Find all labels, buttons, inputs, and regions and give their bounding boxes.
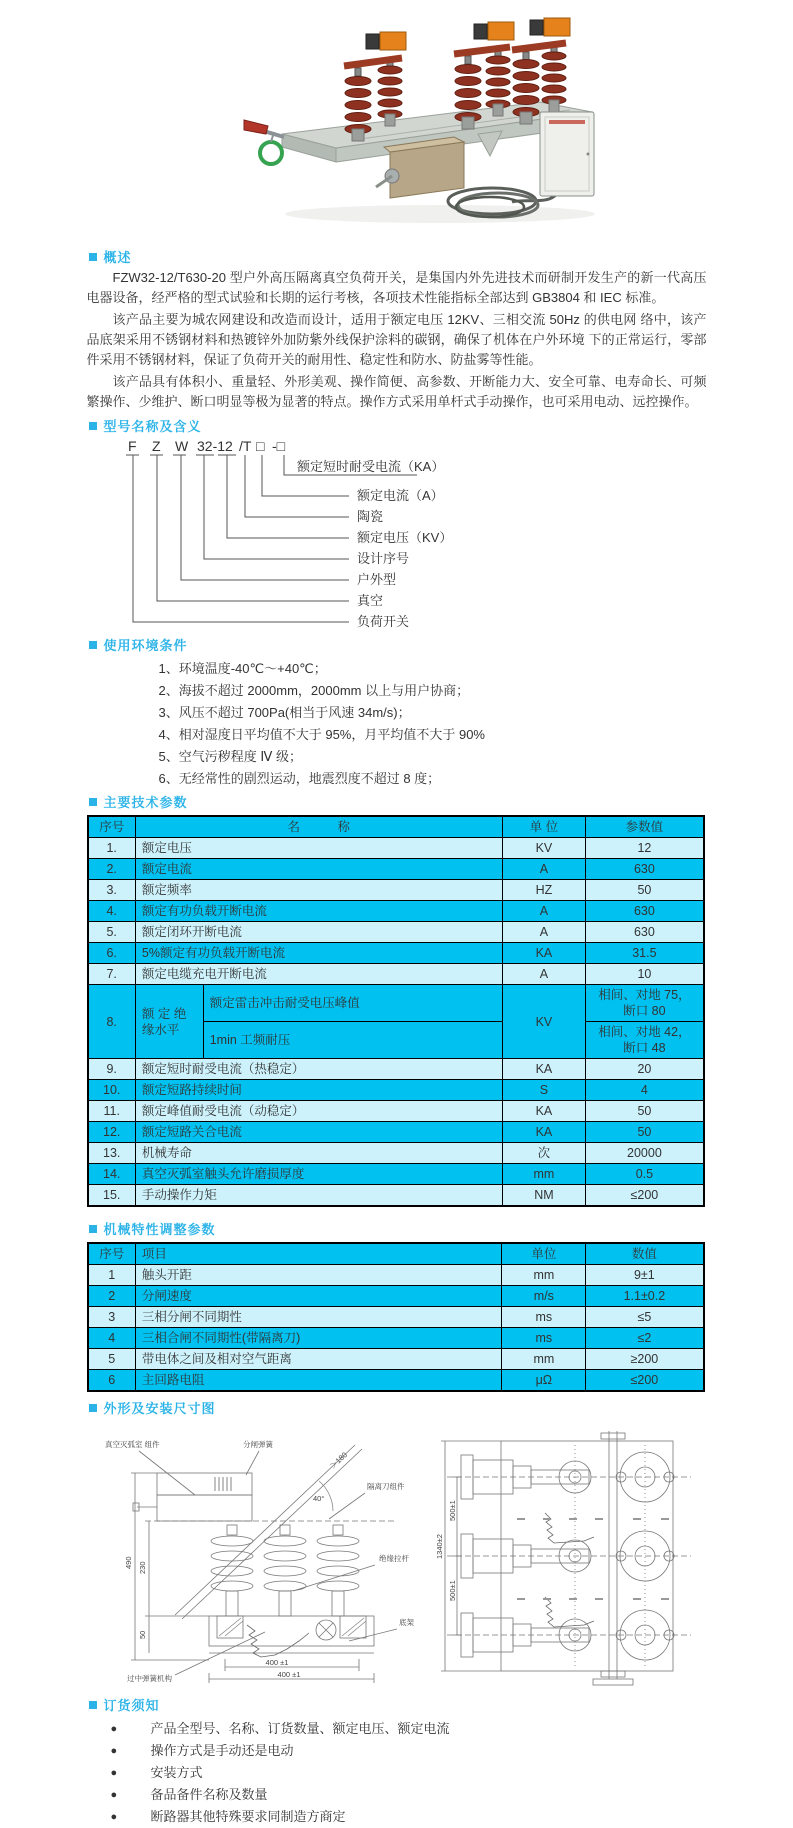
col-header-no: 序号	[88, 816, 136, 838]
section-mech-params-heading	[87, 1219, 707, 1238]
list-item	[111, 1806, 707, 1828]
dim-height-mid: 230	[137, 1561, 147, 1574]
model-code-part: /T	[238, 438, 251, 454]
section-bullet-icon	[89, 1701, 97, 1709]
ordering-item-text: 产品全型号、名称、订货数量、额定电压、额定电流	[150, 1721, 450, 1736]
overview-paragraph-3: 该产品具有体积小、重量轻、外形美观、操作简便、高参数、开断能力大、安全可靠、电寿命长、可频繁操作、少维护、断口明显等极为显著的特点。操作方式采用单杆式手动操作，也可采用电动、远控操作。	[86, 374, 707, 409]
ordering-item-text: 断路器其他特殊要求同制造方商定	[150, 1809, 346, 1824]
table-row: 10. 额定短路持续时间 S 4	[88, 1080, 704, 1101]
section-dimensions-heading	[87, 1398, 707, 1417]
model-label: 设计序号	[356, 551, 409, 566]
table-row: 3 三相分闸不同期性 ms ≤5	[88, 1307, 704, 1328]
overview-paragraph-1: FZW32-12/T630-20 型户外高压隔离真空负荷开关，是集国内外先进技术而研制开发生产的新一代高压电器设备，经严格的型式试验和长期的运行考核，各项技术性能指标全部达到 GB3804 和 IEC 标准。	[86, 270, 707, 305]
model-label: 真空	[356, 593, 383, 608]
bullet-icon: ●	[110, 1723, 118, 1735]
table-row: 9. 额定短时耐受电流（热稳定） KA 20	[88, 1059, 704, 1080]
col-header-unit: 单位	[502, 1243, 586, 1265]
table-row: 12. 额定短路关合电流 KA 50	[88, 1122, 704, 1143]
table-row: 7. 额定电缆充电开断电流 A 10	[88, 964, 704, 985]
env-item: 2、海拔不超过 2000mm，2000mm 以上与用户协商；	[158, 683, 470, 698]
env-item: 5、空气污秽程度 Ⅳ 级；	[158, 749, 302, 764]
table-row: 1 触头开距 mm 9±1	[88, 1265, 704, 1286]
env-item: 1、环境温度-40℃～+40℃；	[158, 661, 327, 676]
section-title: 外形及安装尺寸图	[103, 1401, 216, 1416]
mech-params-table	[87, 1242, 705, 1392]
env-item: 4、相对湿度日平均值不大于 95%，月平均值不大于 90%	[158, 727, 485, 742]
model-label: 负荷开关	[356, 614, 409, 629]
section-environment-heading	[87, 635, 707, 654]
section-bullet-icon	[89, 422, 97, 430]
env-item: 3、风压不超过 700Pa(相当于风速 34m/s)；	[158, 705, 411, 720]
ordering-item-text: 安装方式	[150, 1765, 203, 1780]
col-header-value: 数值	[586, 1243, 704, 1265]
section-title: 概述	[103, 250, 132, 265]
table-row: 1min 工频耐压 相间、对地 42，断口 48	[88, 1022, 704, 1059]
table-row: 1. 额定电压 KV 12	[88, 838, 704, 859]
overview-paragraph-2: 该产品主要为城农网建设和改造而设计，适用于额定电压 12KV、三相交流 50Hz 的供电网 络中，该产品底架采用不锈钢材料和热镀锌外加防紫外线保护涂料的碳钢，确保了机体在户外环境 下的正常运行，零部件采用不锈钢材料，保证了负荷开关的耐用性、稳定性和防水、防盐雾等性能。	[86, 312, 707, 367]
dim-height-total: 490	[123, 1556, 133, 1569]
bullet-icon: ●	[110, 1811, 118, 1823]
section-ordering-heading	[87, 1695, 707, 1714]
dim-rod-length: ＞180	[327, 1450, 349, 1471]
model-code-diagram	[87, 437, 707, 633]
bullet-icon: ●	[110, 1767, 118, 1779]
dim-width-inner: 400 ±1	[265, 1658, 288, 1667]
list-item	[111, 1784, 707, 1806]
table-row: 11. 额定峰值耐受电流（动稳定） KA 50	[88, 1101, 704, 1122]
section-model-heading	[87, 416, 707, 435]
ordering-notes-list	[87, 1718, 707, 1828]
table-row: 2. 额定电流 A 630	[88, 859, 704, 880]
model-label: 额定短时耐受电流（KA）	[296, 459, 444, 474]
model-code-part: W	[174, 438, 188, 454]
dim-total-length: 1340±2	[434, 1534, 444, 1559]
section-title: 主要技术参数	[103, 795, 188, 810]
ordering-item-text: 备品备件名称及数量	[150, 1787, 268, 1802]
section-title: 使用环境条件	[103, 638, 188, 653]
col-header-name: 项目	[135, 1243, 502, 1265]
bullet-icon: ●	[110, 1745, 118, 1757]
section-overview-heading	[87, 247, 707, 266]
section-title: 型号名称及含义	[103, 419, 202, 434]
dim-width-outer: 400 ±1	[277, 1670, 300, 1679]
product-photo	[240, 6, 620, 239]
table-row: 4 三相合闸不同期性(带隔离刀) ms ≤2	[88, 1328, 704, 1349]
table-row: 8. 额 定 绝 缘水平 额定雷击冲击耐受电压峰值 KV 相间、对地 75，断口 80	[88, 985, 704, 1022]
list-item	[111, 1740, 707, 1762]
list-item	[111, 1762, 707, 1784]
model-label: 陶瓷	[356, 509, 383, 524]
model-code-part: □	[255, 438, 264, 454]
table-row: 14. 真空灭弧室触头允许磨损厚度 mm 0.5	[88, 1164, 704, 1185]
table-row: 15. 手动操作力矩 NM ≤200	[88, 1185, 704, 1207]
drawing-label-knife-assembly: 隔离刀组件	[366, 1482, 404, 1491]
table-row: 2 分闸速度 m/s 1.1±0.2	[88, 1286, 704, 1307]
drawing-label-vacuum-interrupter: 真空灭弧室 组件	[104, 1440, 160, 1449]
table-row: 5 带电体之间及相对空气距离 mm ≥200	[88, 1349, 704, 1370]
model-code-part: F	[127, 438, 137, 454]
outline-drawing-front-view	[433, 1429, 703, 1691]
model-code-part: Z	[151, 438, 161, 454]
dim-height-base: 50	[137, 1630, 147, 1639]
drawing-label-spring-mechanism: 过中弹簧机构	[126, 1674, 172, 1683]
drawing-label-opening-spring: 分闸弹簧	[242, 1440, 273, 1449]
col-header-name: 名 称	[135, 816, 502, 838]
dim-phase-span-2: 500±1	[447, 1580, 457, 1601]
drawing-label-insulating-rod: 绝缘拉杆	[378, 1554, 409, 1563]
model-code-part: 32-12	[196, 438, 233, 454]
section-bullet-icon	[89, 1225, 97, 1233]
col-header-no: 序号	[88, 1243, 136, 1265]
table-row: 13. 机械寿命 次 20000	[88, 1143, 704, 1164]
dimension-drawings	[97, 1429, 703, 1691]
section-bullet-icon	[89, 253, 97, 261]
bullet-icon: ●	[110, 1789, 118, 1801]
model-label: 额定电流（A）	[356, 488, 444, 503]
dim-angle: 40°	[312, 1494, 324, 1503]
table-row: 3. 额定频率 HZ 50	[88, 880, 704, 901]
model-label: 额定电压（KV）	[356, 530, 452, 545]
environment-conditions-list	[87, 658, 707, 790]
table-row: 6. 5%额定有功负载开断电流 KA 31.5	[88, 943, 704, 964]
col-header-value: 参数值	[586, 816, 704, 838]
section-bullet-icon	[89, 1404, 97, 1412]
col-header-unit: 单 位	[502, 816, 586, 838]
main-params-table	[87, 815, 705, 1207]
table-row: 6 主回路电阻 μΩ ≤200	[88, 1370, 704, 1392]
model-label: 户外型	[356, 572, 396, 587]
dim-phase-span-1: 500±1	[447, 1500, 457, 1521]
outline-drawing-side-view	[97, 1429, 427, 1691]
section-bullet-icon	[89, 798, 97, 806]
table-row: 5. 额定闭环开断电流 A 630	[88, 922, 704, 943]
table-row: 4. 额定有功负载开断电流 A 630	[88, 901, 704, 922]
drawing-label-base-frame: 底架	[398, 1618, 414, 1627]
ordering-item-text: 操作方式是手动还是电动	[150, 1743, 294, 1758]
product-photo-illustration	[240, 6, 620, 234]
model-code-part: -□	[271, 438, 285, 454]
section-bullet-icon	[89, 641, 97, 649]
section-title: 订货须知	[103, 1698, 160, 1713]
section-main-params-heading	[87, 792, 707, 811]
section-title: 机械特性调整参数	[103, 1222, 216, 1237]
list-item	[111, 1718, 707, 1740]
env-item: 6、无经常性的剧烈运动，地震烈度不超过 8 度；	[158, 771, 441, 786]
